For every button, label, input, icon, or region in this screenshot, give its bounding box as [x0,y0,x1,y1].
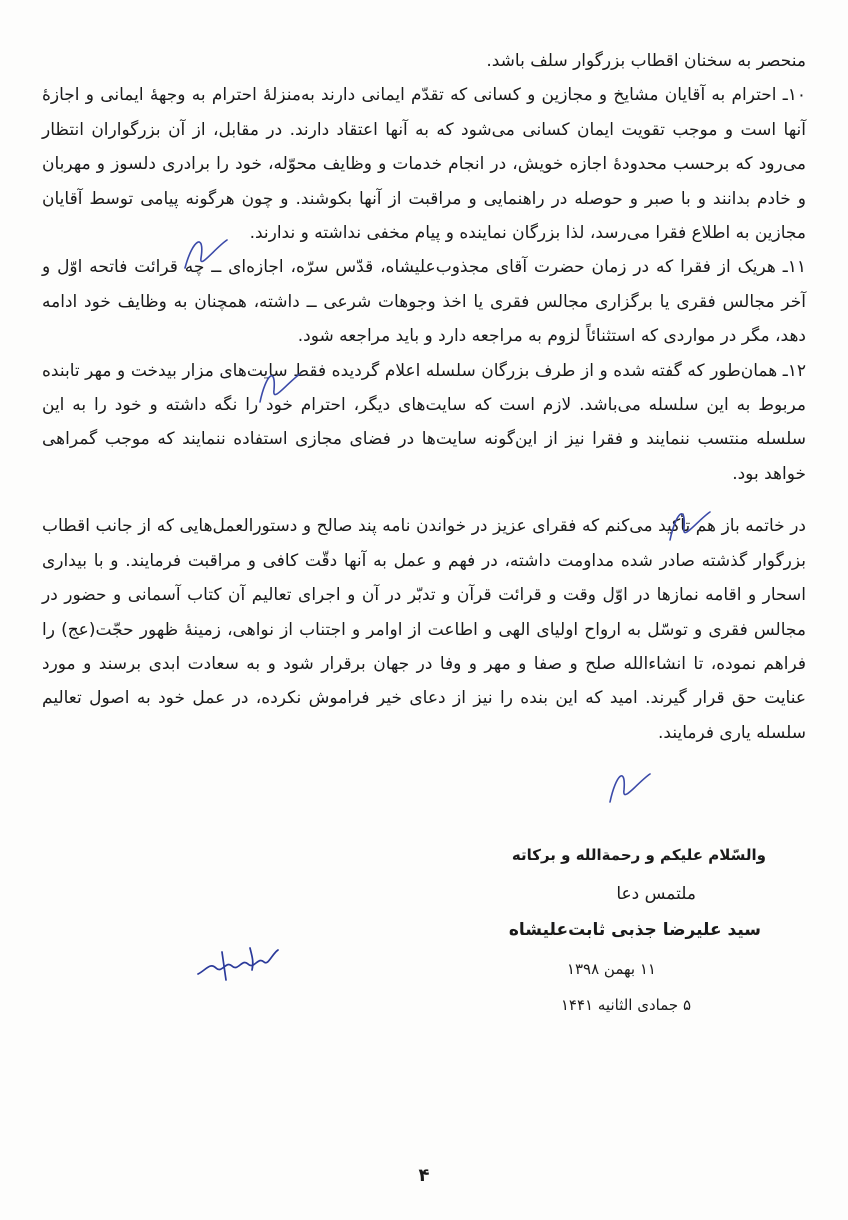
signature-block [406,0,806,1220]
date-solar: ۱۱ بهمن ۱۳۹۸ [566,960,656,978]
paragraph-item-10: ۱۰ـ احترام به آقایان مشایخ و مجازین و کسانی که تقدّم ایمانی دارند به‌منزلهٔ احترام به وجههٔ ایمانی و اجازهٔ آنها است و موجب تقویت ایمان کسانی می‌شود که به آنها اعتقاد دارند. در مقابل، از آن بزرگواران انتظار می‌رود که برحسب محدودهٔ اجازه خویش، در انجام خدمات و وظایف محوّله، خود را برادری دلسوز و مهربان و خادم بدانند و با صبر و حوصله در راهنمایی و مراقبت از آنها بکوشند. و چون هرگونه پیامی توسط آقایان مجازین به اطلاع فقرا می‌رسد، لذا بزرگان نماینده و پیام مخفی نداشته و ندارند. [42,85,806,244]
signatory-name: سید علیرضا جذبی ثابت‌علیشاه [508,920,761,940]
salutation: والسّلام علیکم و رحمةالله و برکاته [511,846,766,864]
paragraph-item-12: ۱۲ـ همان‌طور که گفته شده و از طرف بزرگان سلسله اعلام گردیده فقط سایت‌های مزار بیدخت و مهر تابنده مربوط به این سلسله می‌باشد. لازم است که سایت‌های دیگر، احترام خود را نگه داشته و خود را به این سلسله منتسب ننمایند و فقرا نیز از این‌گونه سایت‌ها در فضای مجازی استفاده ننمایند که موجب گمراهی خواهد بود. [42,360,806,484]
date-lunar: ۵ جمادی الثانیه ۱۴۴۱ [560,996,691,1014]
paragraph-intro: منحصر به سخنان اقطاب بزرگوار سلف باشد. [486,51,806,71]
paragraph-closing: در خاتمه باز هم تأکید می‌کنم که فقرای عزیز در خواندن نامه پند صالح و دستورالعمل‌هایی که از جانب اقطاب بزرگوار گذشته صادر شده مداومت داشته، در فهم و عمل به آنها دقّت کافی و مراقبت فرمایند. و با بیداری اسحار و اقامه نمازها در اوّل وقت و قرائت قرآن و تدبّر در آن و اجرای تعالیم آن کتاب آسمانی و حضور در مجالس فقری و توسّل به ارواح اولیای الهی و اطاعت از اوامر و اجتناب از نواهی، زمینهٔ ظهور حجّت(عج) را فراهم نموده، تا انشاءالله صلح و صفا و مهر و وفا در جهان برقرار شود و به سعادت ابدی برسند و مورد عنایت حق قرار گیرند. امید که این بنده را نیز از دعای خیر فراموش نکرده، در عمل خود به اصول تعالیم سلسله یاری فرمایند. [42,516,806,743]
prayer-request: ملتمس دعا [616,884,696,904]
paragraph-item-11: ۱۱ـ هریک از فقرا که در زمان حضرت آقای مجذوب‌علیشاه، قدّس سرّه، اجازه‌ای ــ چه قرائت فاتحه اوّل و آخر مجالس فقری یا برگزاری مجالس فقری یا اخذ وجوهات شرعی ــ داشته، همچنان به وظایف خود ادامه دهد، مگر در مواردی که استثنائاً لزوم به مراجعه دارد و باید مراجعه شود. [42,257,806,347]
page-number: ۴ [418,1165,430,1186]
